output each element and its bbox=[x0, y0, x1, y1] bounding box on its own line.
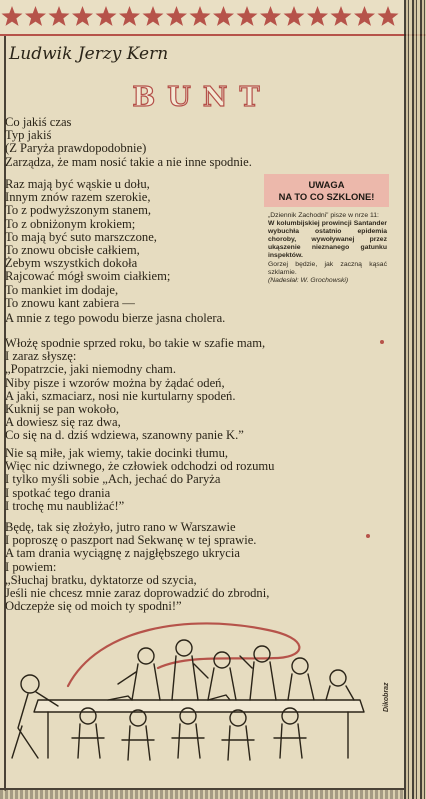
star-icon bbox=[237, 6, 258, 26]
poem-line: „Popatrzcie, jaki niemodny cham. bbox=[5, 362, 177, 377]
star-icon bbox=[143, 6, 164, 26]
star-icon bbox=[213, 6, 234, 26]
poem-line: Rajcować mógł swoim ciałkiem; bbox=[5, 269, 171, 284]
red-speck bbox=[366, 534, 370, 538]
poem-line: Odczepże się od moich ty spodni!” bbox=[5, 599, 182, 614]
illustrator-credit: Dikobraz bbox=[383, 682, 390, 712]
uwaga-quote: W kolumbijskiej prowincji Santander wybuchła ostatnio epidemia choroby, wywoływanej przez ukąszenie nieznanego gatunku inspektów. bbox=[268, 220, 387, 260]
uwaga-heading-line1: UWAGA bbox=[308, 179, 345, 190]
star-icon bbox=[331, 6, 352, 26]
poem-line: A dowiesz się raz dwa, bbox=[5, 415, 121, 430]
star-icon bbox=[49, 6, 70, 26]
star-icon bbox=[307, 6, 328, 26]
star-icon bbox=[354, 6, 375, 26]
meeting-cartoon-illustration bbox=[8, 608, 388, 780]
poem-line: I spotkać tego drania bbox=[5, 485, 111, 500]
uwaga-sidebox bbox=[264, 174, 389, 285]
poem-line: I zaraz słyszę: bbox=[5, 349, 77, 364]
star-icon bbox=[72, 6, 93, 26]
star-row bbox=[0, 0, 404, 34]
star-icon bbox=[25, 6, 46, 26]
poem-line: Raz mają być wąskie u dołu, bbox=[5, 177, 150, 191]
poem-line: Będę, tak się złożyło, jutro rano w Warszawie bbox=[5, 520, 236, 534]
poem-line: Niby pisze i wzorów można by żądać odeń, bbox=[5, 375, 225, 390]
star-icon bbox=[378, 6, 399, 26]
poem-line: Włożę spodnie sprzed roku, bo takie w szafie mam, bbox=[5, 336, 266, 350]
star-icon bbox=[260, 6, 281, 26]
star-icon bbox=[119, 6, 140, 26]
star-icon bbox=[190, 6, 211, 26]
poem-line: I poproszę o paszport nad Sekwanę w tej sprawie. bbox=[5, 533, 257, 548]
poem-line: Żebym wszystkich dokoła bbox=[5, 256, 138, 271]
poem-stanza-4 bbox=[5, 337, 305, 443]
star-icon bbox=[166, 6, 187, 26]
poem-line: (Z Paryża prawdopodobnie) bbox=[5, 141, 147, 156]
poem-line: To znowu obcisłe całkiem, bbox=[5, 243, 140, 258]
poem-title: BUNT bbox=[132, 82, 272, 113]
star-icon bbox=[96, 6, 117, 26]
poem-line: „Słuchaj bratku, dyktatorze od szycia, bbox=[5, 572, 197, 587]
poem-line: I tylko myśli sobie „Ach, jechać do Paryża bbox=[5, 472, 221, 487]
bottom-edge-strip bbox=[0, 790, 404, 799]
poem-line: A mnie z tego powodu bierze jasna cholera. bbox=[5, 311, 226, 325]
uwaga-heading-line2: NA TO CO SZKLONE! bbox=[278, 191, 375, 202]
star-icon bbox=[2, 6, 23, 26]
red-speck bbox=[380, 340, 384, 344]
poem-line: Zarządza, że mam nosić takie a nie inne spodnie. bbox=[5, 154, 252, 169]
poem-line: To mają być suto marszczone, bbox=[5, 229, 157, 244]
page-edge-strip bbox=[404, 0, 426, 799]
uwaga-source: „Dziennik Zachodni” pisze w nrze 11: bbox=[268, 212, 379, 219]
poem-line: To z obniżonym krokiem; bbox=[5, 216, 136, 231]
poem-line: To mankiet im dodaje, bbox=[5, 282, 119, 297]
poem-stanza-5 bbox=[5, 447, 305, 513]
poem-line: Co jakiś czas bbox=[5, 115, 72, 129]
poem-line: Nie są miłe, jak wiemy, takie docinki tłumu, bbox=[5, 446, 229, 460]
uwaga-heading bbox=[264, 174, 389, 207]
poem-line: I powiem: bbox=[5, 559, 57, 574]
poem-stanza-1 bbox=[5, 116, 305, 169]
poem-line: A tam drania wyciągnę z najgłębszego ukrycia bbox=[5, 546, 240, 561]
poem-line: Jeśli nie chcesz mnie zaraz doprowadzić do zbrodni, bbox=[5, 586, 270, 601]
uwaga-comment: Gorzej będzie, jak zaczną kąsać szklarnie. bbox=[268, 260, 387, 276]
poem-line: Typ jakiś bbox=[5, 128, 52, 143]
poem-stanza-6 bbox=[5, 521, 305, 613]
poem-line: Kuknij se pan wokoło, bbox=[5, 402, 120, 417]
poem-line: Co się na d. dziś wdziewa, szanowny panie K.” bbox=[5, 428, 244, 443]
uwaga-body bbox=[264, 207, 389, 285]
poem-stanza-3 bbox=[5, 312, 305, 325]
uwaga-sender: (Nadesłał: W. Grochowski) bbox=[268, 276, 349, 284]
poem-stanza-2 bbox=[5, 178, 305, 310]
star-icon bbox=[284, 6, 305, 26]
star-banner bbox=[0, 0, 426, 36]
poem-line: Więc nic dziwnego, że człowiek odchodzi od rozumu bbox=[5, 459, 275, 474]
poem-line: To znowu kant zabiera — bbox=[5, 295, 135, 310]
author-name: Ludwik Jerzy Kern bbox=[9, 44, 169, 64]
poem-line: To z podwyższonym stanem, bbox=[5, 203, 152, 218]
poem-line: A jaki, szmaciarz, nosi nie kurtularny spodeń. bbox=[5, 388, 236, 403]
poem-line: I trochę mu naubliżać!” bbox=[5, 498, 125, 513]
poem-line: Innym znów razem szerokie, bbox=[5, 190, 151, 205]
